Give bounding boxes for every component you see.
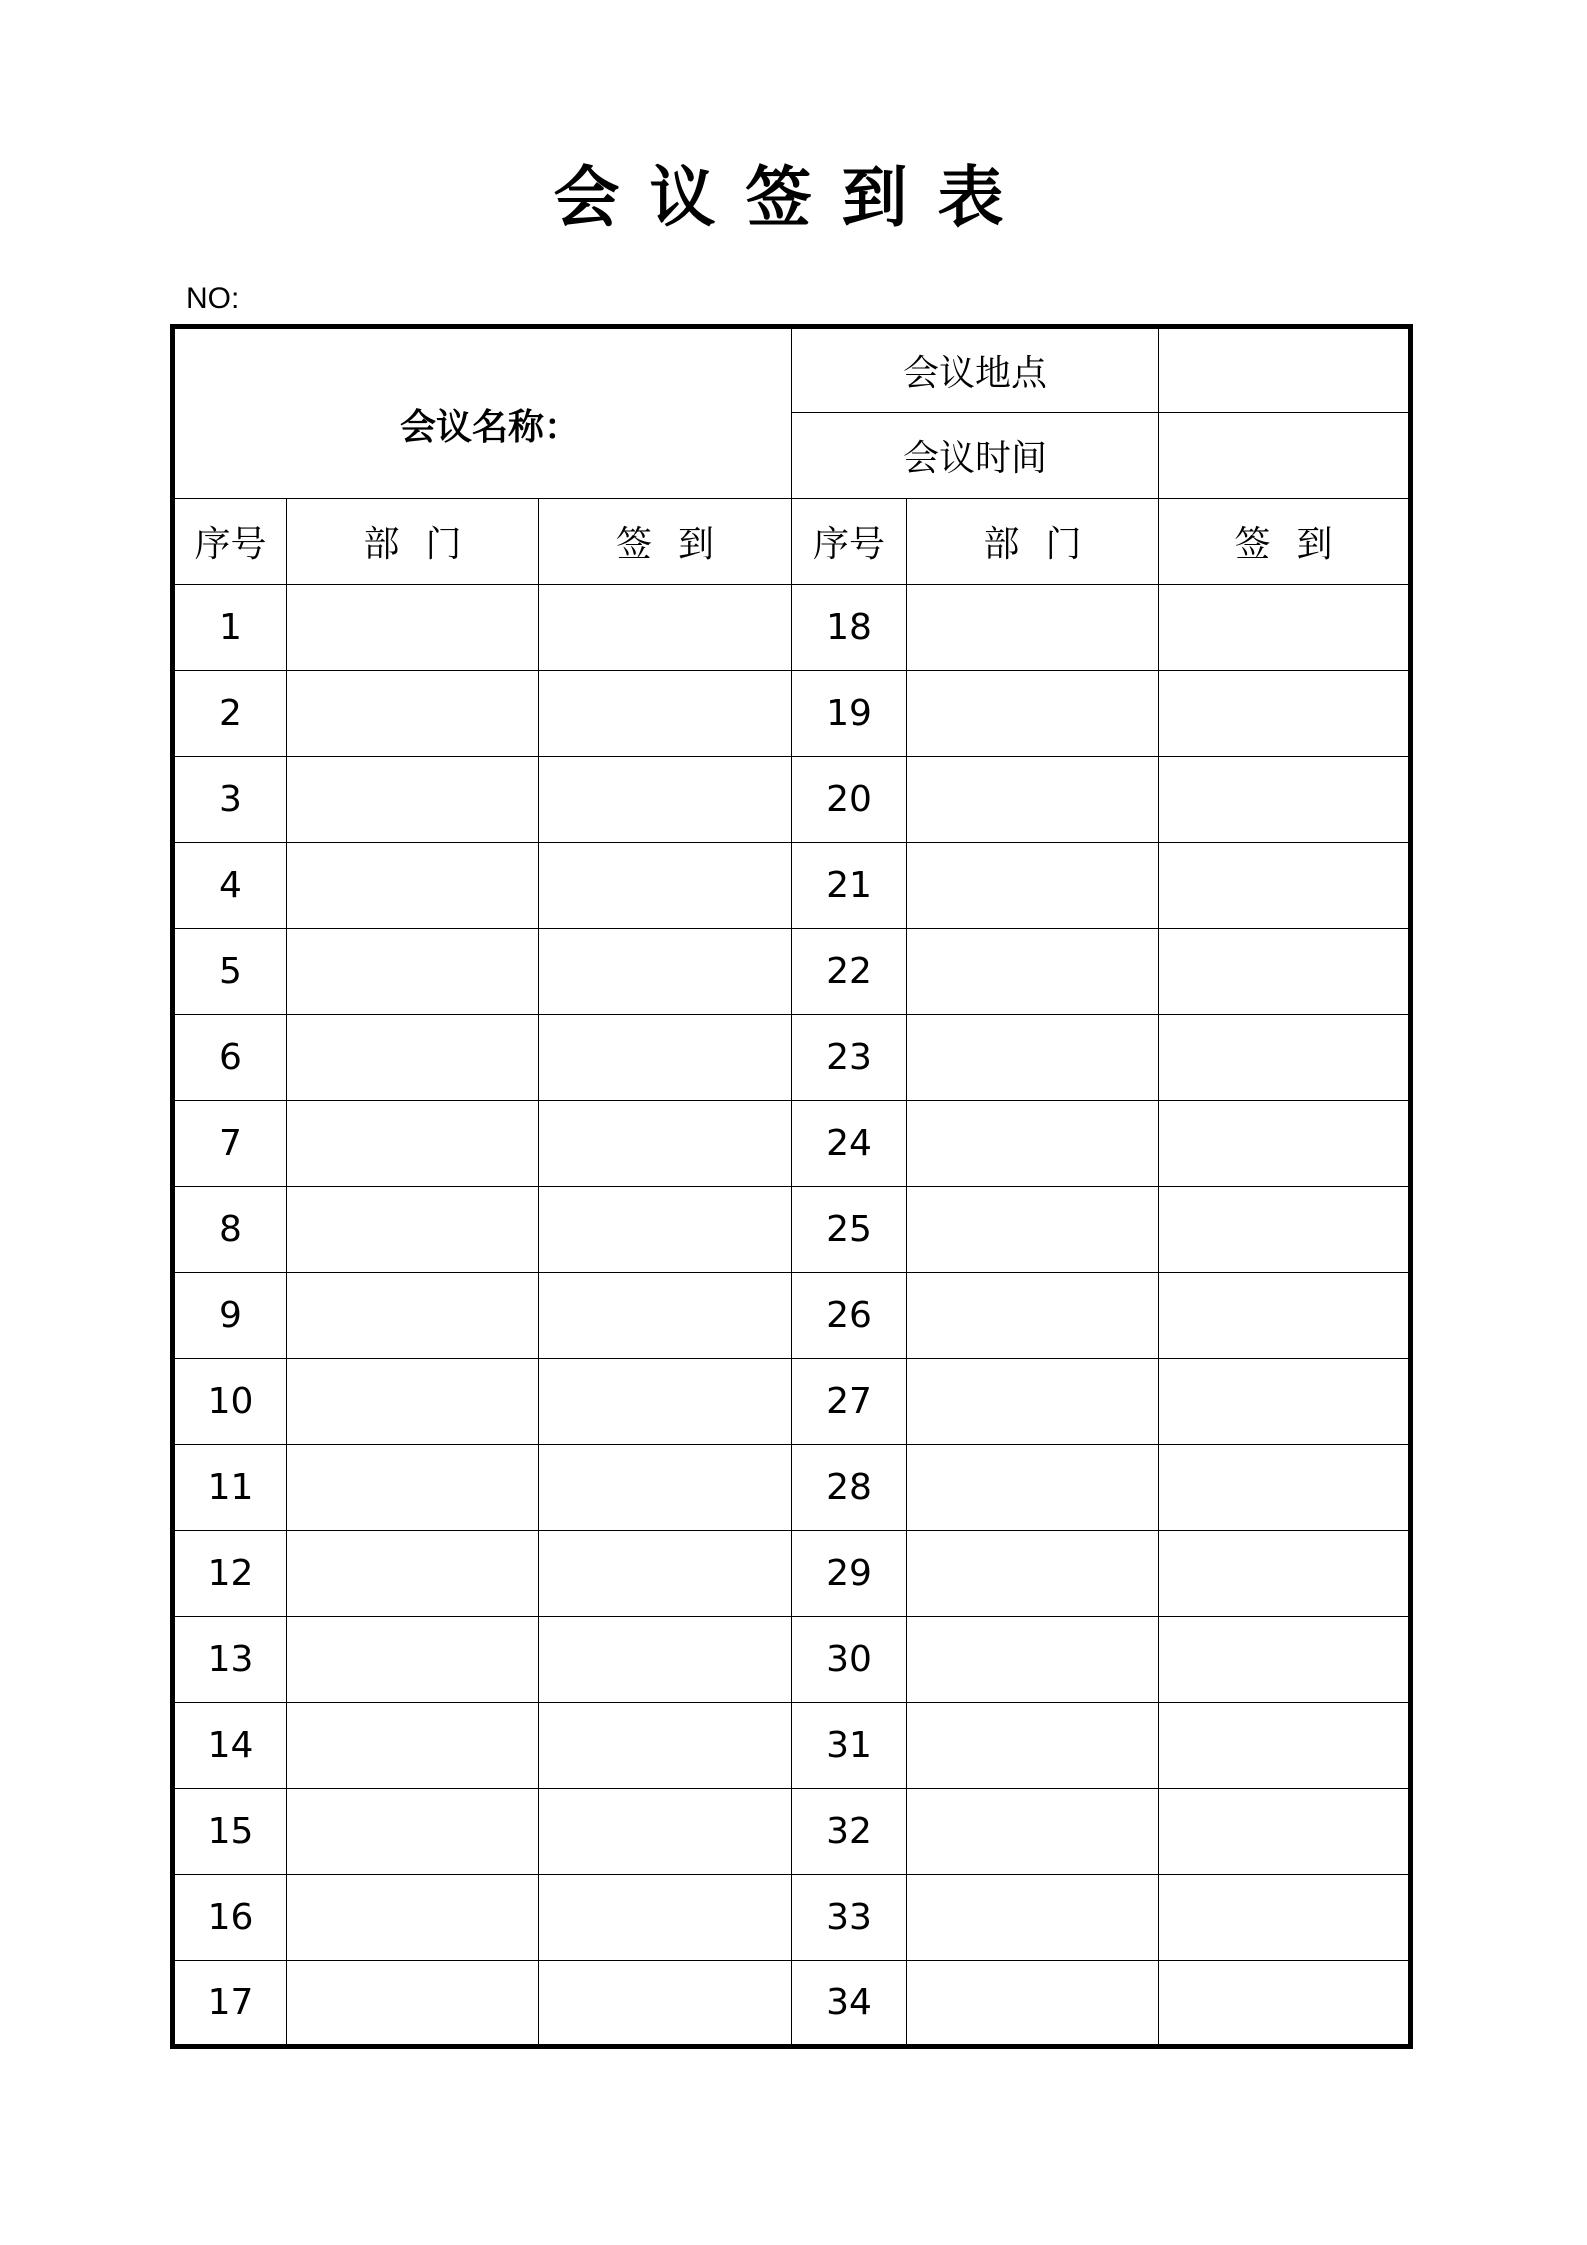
row-number: 8 [173, 1187, 287, 1273]
table-row [173, 1187, 1411, 1273]
table-row [173, 1445, 1411, 1531]
table-row [173, 929, 1411, 1015]
row-number: 15 [173, 1789, 287, 1875]
header-sign-right: 签到 [1159, 499, 1411, 585]
row-number: 1 [173, 585, 287, 671]
row-number: 18 [792, 585, 907, 671]
dept-cell[interactable] [907, 1445, 1159, 1531]
dept-cell[interactable] [287, 843, 539, 929]
table-row [173, 757, 1411, 843]
sign-cell[interactable] [1159, 671, 1411, 757]
dept-cell[interactable] [907, 1187, 1159, 1273]
table-row [173, 1617, 1411, 1703]
dept-cell[interactable] [287, 1961, 539, 2047]
header-dept-right: 部门 [907, 499, 1159, 585]
sign-cell[interactable] [1159, 1703, 1411, 1789]
sign-cell[interactable] [539, 1789, 792, 1875]
row-number: 20 [792, 757, 907, 843]
sign-cell[interactable] [1159, 757, 1411, 843]
dept-cell[interactable] [287, 757, 539, 843]
dept-cell[interactable] [907, 1359, 1159, 1445]
sign-cell[interactable] [539, 1531, 792, 1617]
row-number: 2 [173, 671, 287, 757]
dept-cell[interactable] [287, 1359, 539, 1445]
row-number: 25 [792, 1187, 907, 1273]
dept-cell[interactable] [907, 1789, 1159, 1875]
dept-cell[interactable] [907, 1531, 1159, 1617]
dept-cell[interactable] [907, 929, 1159, 1015]
table-row [173, 1703, 1411, 1789]
sign-cell[interactable] [1159, 1789, 1411, 1875]
sign-cell[interactable] [1159, 1531, 1411, 1617]
sign-cell[interactable] [539, 1617, 792, 1703]
sign-cell[interactable] [539, 843, 792, 929]
row-number: 16 [173, 1875, 287, 1961]
row-number: 29 [792, 1531, 907, 1617]
table-row [173, 1875, 1411, 1961]
dept-cell[interactable] [287, 1875, 539, 1961]
meeting-location-label: 会议地点 [792, 327, 1159, 413]
sign-cell[interactable] [1159, 843, 1411, 929]
table-row [173, 843, 1411, 929]
row-number: 31 [792, 1703, 907, 1789]
dept-cell[interactable] [287, 585, 539, 671]
dept-cell[interactable] [907, 1101, 1159, 1187]
row-number: 3 [173, 757, 287, 843]
row-number: 33 [792, 1875, 907, 1961]
dept-cell[interactable] [287, 929, 539, 1015]
dept-cell[interactable] [287, 1101, 539, 1187]
meeting-time-field[interactable] [1159, 413, 1411, 499]
row-number: 17 [173, 1961, 287, 2047]
dept-cell[interactable] [287, 1273, 539, 1359]
row-number: 34 [792, 1961, 907, 2047]
sign-cell[interactable] [539, 1359, 792, 1445]
row-number: 11 [173, 1445, 287, 1531]
row-number: 13 [173, 1617, 287, 1703]
row-number: 24 [792, 1101, 907, 1187]
sign-cell[interactable] [1159, 1445, 1411, 1531]
row-number: 32 [792, 1789, 907, 1875]
row-number: 19 [792, 671, 907, 757]
sign-cell[interactable] [539, 585, 792, 671]
form-number-label: NO: [186, 282, 240, 315]
row-number: 14 [173, 1703, 287, 1789]
dept-cell[interactable] [907, 1617, 1159, 1703]
sign-cell[interactable] [539, 1875, 792, 1961]
dept-cell[interactable] [907, 757, 1159, 843]
table-row [173, 1531, 1411, 1617]
dept-cell[interactable] [907, 1961, 1159, 2047]
sign-in-table [170, 324, 1413, 2049]
header-seq-right: 序号 [792, 499, 907, 585]
row-number: 5 [173, 929, 287, 1015]
dept-cell[interactable] [287, 1015, 539, 1101]
row-number: 22 [792, 929, 907, 1015]
table-row [173, 1359, 1411, 1445]
sign-cell[interactable] [1159, 1187, 1411, 1273]
sign-cell[interactable] [539, 757, 792, 843]
sign-cell[interactable] [539, 1445, 792, 1531]
sign-cell[interactable] [1159, 1015, 1411, 1101]
row-number: 26 [792, 1273, 907, 1359]
table-row [173, 585, 1411, 671]
page-title: 会议签到表 [553, 159, 1034, 236]
row-number: 21 [792, 843, 907, 929]
dept-cell[interactable] [287, 671, 539, 757]
header-sign: 签到 [539, 499, 792, 585]
row-number: 4 [173, 843, 287, 929]
meeting-time-label: 会议时间 [792, 413, 1159, 499]
dept-cell[interactable] [287, 1187, 539, 1273]
dept-cell[interactable] [287, 1789, 539, 1875]
column-header-row [173, 499, 1411, 585]
dept-cell[interactable] [907, 1273, 1159, 1359]
row-number: 28 [792, 1445, 907, 1531]
meeting-location-field[interactable] [1159, 327, 1411, 413]
sign-cell[interactable] [539, 1015, 792, 1101]
sign-cell[interactable] [539, 1703, 792, 1789]
row-number: 30 [792, 1617, 907, 1703]
meeting-name-label: 会议名称： [399, 407, 580, 448]
sign-cell[interactable] [1159, 929, 1411, 1015]
sign-cell[interactable] [1159, 585, 1411, 671]
dept-cell[interactable] [287, 1531, 539, 1617]
dept-cell[interactable] [907, 671, 1159, 757]
table-row [173, 1273, 1411, 1359]
sign-cell[interactable] [539, 929, 792, 1015]
sign-cell[interactable] [1159, 1101, 1411, 1187]
sign-cell[interactable] [1159, 1359, 1411, 1445]
sign-cell[interactable] [1159, 1617, 1411, 1703]
row-number: 9 [173, 1273, 287, 1359]
dept-cell[interactable] [907, 1015, 1159, 1101]
header-dept: 部门 [287, 499, 539, 585]
sign-cell[interactable] [539, 1101, 792, 1187]
sign-cell[interactable] [1159, 1273, 1411, 1359]
sign-cell[interactable] [539, 1961, 792, 2047]
dept-cell[interactable] [287, 1703, 539, 1789]
sign-cell[interactable] [1159, 1961, 1411, 2047]
table-row [173, 1961, 1411, 2047]
dept-cell[interactable] [287, 1445, 539, 1531]
row-number: 10 [173, 1359, 287, 1445]
table-row [173, 1789, 1411, 1875]
dept-cell[interactable] [287, 1617, 539, 1703]
sign-cell[interactable] [539, 1187, 792, 1273]
row-number: 23 [792, 1015, 907, 1101]
meeting-name-field[interactable] [173, 327, 792, 499]
row-number: 12 [173, 1531, 287, 1617]
dept-cell[interactable] [907, 843, 1159, 929]
sign-cell[interactable] [539, 1273, 792, 1359]
row-number: 7 [173, 1101, 287, 1187]
table-row [173, 1015, 1411, 1101]
sign-cell[interactable] [1159, 1875, 1411, 1961]
table-row [173, 671, 1411, 757]
table-row [173, 1101, 1411, 1187]
dept-cell[interactable] [907, 1875, 1159, 1961]
dept-cell[interactable] [907, 585, 1159, 671]
sign-cell[interactable] [539, 671, 792, 757]
dept-cell[interactable] [907, 1703, 1159, 1789]
row-number: 6 [173, 1015, 287, 1101]
header-seq: 序号 [173, 499, 287, 585]
row-number: 27 [792, 1359, 907, 1445]
